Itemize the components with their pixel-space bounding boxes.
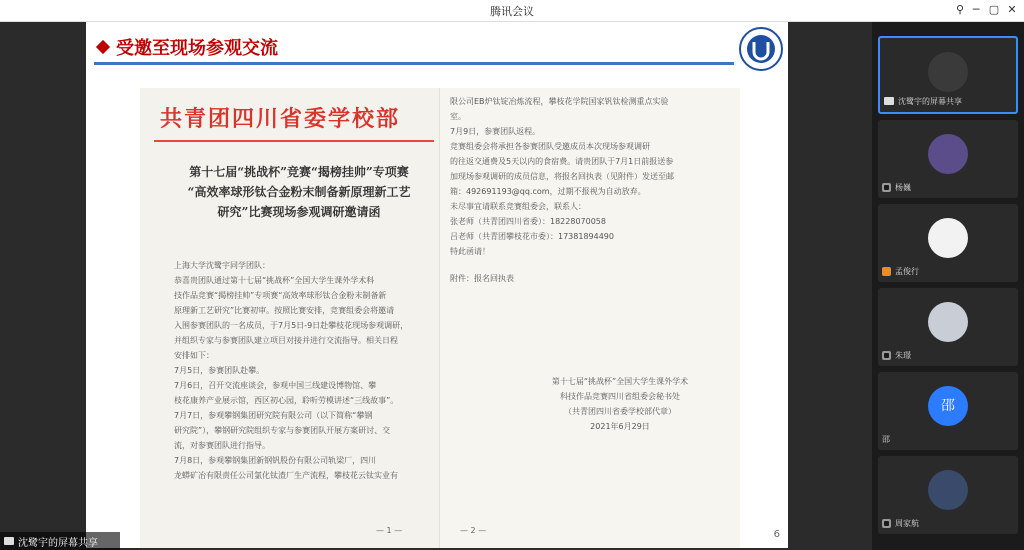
- slide-number: 6: [773, 529, 780, 540]
- shared-screen-area: [0, 22, 872, 550]
- maximize-icon[interactable]: ▢: [988, 3, 1000, 16]
- body-line: 7月6日，召开交流座谈会，参观中国三线建设博物馆、攀: [174, 381, 377, 390]
- signature-line: 科技作品竞赛四川省组委会秘书处: [560, 392, 680, 401]
- participant-tile[interactable]: [878, 36, 1018, 114]
- document-photo: [140, 88, 740, 548]
- letterhead: 共青团四川省委学校部: [160, 106, 401, 132]
- body-line: 流，对参赛团队进行指导。: [174, 441, 270, 450]
- document-heading: [154, 162, 444, 222]
- heading-line: “高效率球形钛合金粉末制备新原理新工艺: [187, 185, 411, 199]
- avatar: [928, 218, 968, 258]
- participant-tile[interactable]: [878, 372, 1018, 450]
- participant-tile[interactable]: [878, 120, 1018, 198]
- body-line: 并组织专家与参赛团队建立项目对接并进行交流指导。相关日程: [174, 336, 398, 345]
- avatar: [928, 470, 968, 510]
- body-line: 原理新工艺研究”比赛初审。按照比赛安排，竞赛组委会将邀请: [174, 306, 395, 315]
- mic-muted-icon: [882, 183, 891, 192]
- body-line: 技作品竞赛“揭榜挂帅”专项赛“高效率球形钛合金粉末制备新: [174, 291, 387, 300]
- presentation-slide: [86, 22, 788, 548]
- screen-share-status: [0, 532, 120, 550]
- participant-name: 朱璟: [895, 350, 911, 360]
- slide-title-rule: [94, 62, 734, 65]
- participant-name: 邵: [882, 434, 890, 444]
- body-line: 箱：492691193@qq.com，过期不报视为自动放弃。: [450, 187, 646, 196]
- body-line: 的往返交通费及5天以内的食宿费。请贵团队于7月1日前报送参: [450, 157, 674, 166]
- avatar: [928, 134, 968, 174]
- avatar: [928, 302, 968, 342]
- slide-header: [98, 32, 278, 62]
- pin-icon[interactable]: ⚲: [955, 3, 965, 16]
- page-number-left: — 1 —: [376, 526, 403, 535]
- participant-name: 周家航: [895, 518, 919, 528]
- signature-line: 2021年6月29日: [590, 422, 650, 431]
- close-icon[interactable]: ✕: [1007, 3, 1017, 16]
- document-page-1: [140, 88, 440, 548]
- participant-name: 杨巍: [895, 182, 911, 192]
- user-orange-icon: [882, 267, 891, 276]
- heading-line: 研究”比赛现场参观调研邀请函: [217, 205, 381, 219]
- minimize-icon[interactable]: ─: [972, 3, 980, 16]
- body-line: 安排如下：: [174, 351, 214, 360]
- participant-tile[interactable]: [878, 456, 1018, 534]
- document-body-left: [174, 258, 434, 483]
- window-titlebar: [0, 0, 1024, 22]
- avatar: [928, 52, 968, 92]
- heading-line: 第十七届“挑战杯”竞赛“揭榜挂帅”专项赛: [189, 165, 409, 179]
- body-line: 室。: [450, 112, 466, 121]
- document-body-right: [450, 94, 710, 286]
- letterhead-rule: [154, 140, 434, 142]
- body-line: 研究院”），攀钢研究院组织专家与参赛团队开展方案研讨、交: [174, 426, 391, 435]
- body-line: 竞赛组委会将承担各参赛团队受邀成员本次现场参观调研: [450, 142, 650, 151]
- university-logo-icon: [738, 26, 784, 72]
- body-line: 未尽事宜请联系竞赛组委会，联系人：: [450, 202, 586, 211]
- body-line: 吕老师（共青团攀枝花市委）：17381894490: [450, 232, 614, 241]
- signature-line: 第十七届“挑战杯”全国大学生课外学术: [551, 377, 689, 386]
- page-number-right: — 2 —: [460, 526, 487, 535]
- body-line: 特此函请！: [450, 247, 490, 256]
- window-title: 腾讯会议: [490, 5, 534, 18]
- signature-block: [500, 374, 740, 434]
- body-line: 7月8日，参观攀钢集团新钢钒股份有限公司轨梁厂，四川: [174, 456, 377, 465]
- screen-share-label: 沈鹭宇的屏幕共享: [18, 537, 98, 549]
- participant-name: 孟俊行: [895, 266, 919, 276]
- participant-name: 沈鹭宇的屏幕共享: [898, 96, 962, 106]
- body-line: 7月5日，参赛团队赴攀。: [174, 366, 265, 375]
- body-line: 7月7日，参观攀钢集团研究院有限公司（以下简称“攀钢: [174, 411, 373, 420]
- body-line: 上海大学沈鹭宇同学团队：: [174, 261, 270, 270]
- slide-title: 受邀至现场参观交流: [116, 38, 278, 59]
- body-line: 枝花康养产业展示馆，西区初心园，聆听劳模讲述“三线故事”。: [174, 396, 399, 405]
- body-line: 张老师（共青团四川省委）：18228070058: [450, 217, 606, 226]
- participant-tile[interactable]: [878, 204, 1018, 282]
- participant-tile[interactable]: [878, 288, 1018, 366]
- body-line: 龙蟒矿冶有限责任公司氯化钛渣厂生产流程，攀枝花云钛实业有: [174, 471, 398, 480]
- mic-muted-icon: [882, 519, 891, 528]
- body-line: 限公司EB炉钛锭冶炼流程，攀枝花学院国家钒钛检测重点实验: [450, 97, 669, 106]
- attachment-line: 附件：报名回执表: [450, 274, 514, 283]
- body-line: 入围参赛团队的一名成员，于7月5日-9日赴攀枝花现场参观调研，: [174, 321, 409, 330]
- body-line: 恭喜贵团队通过第十七届“挑战杯”全国大学生课外学术科: [174, 276, 375, 285]
- body-line: 加现场参观调研的成员信息，将报名回执表（见附件）发送至邮: [450, 172, 674, 181]
- diamond-bullet-icon: [96, 40, 110, 54]
- avatar: 邵: [928, 386, 968, 426]
- document-page-2: [440, 88, 740, 548]
- screen-share-icon: [884, 97, 894, 105]
- signature-line: （共青团四川省委学校部代章）: [564, 407, 676, 416]
- body-line: 7月9日，参赛团队返程。: [450, 127, 541, 136]
- screen-share-icon: [4, 537, 14, 545]
- mic-muted-icon: [882, 351, 891, 360]
- participant-sidebar: [872, 22, 1024, 550]
